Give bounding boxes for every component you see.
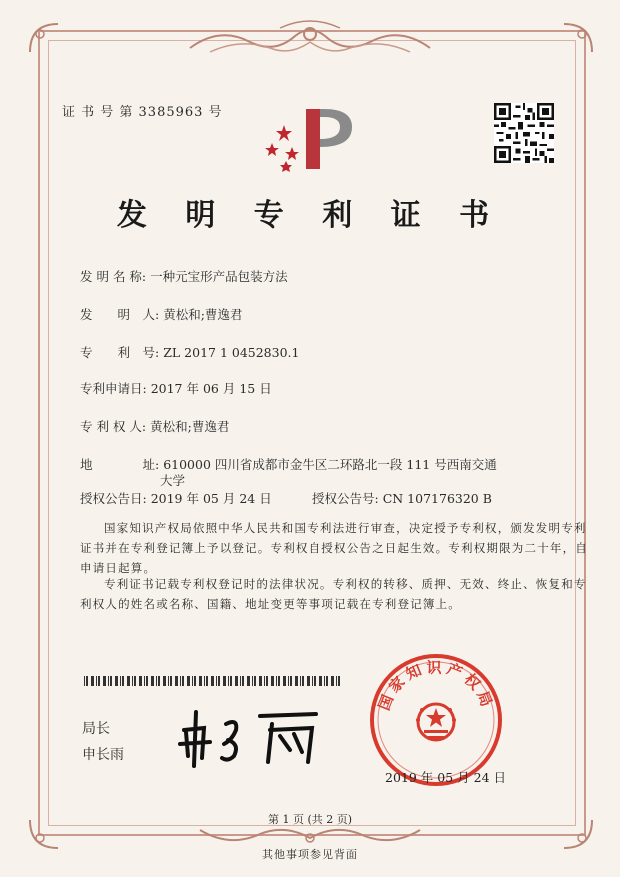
corner-ornament bbox=[560, 20, 596, 56]
page-number: 第 1 页 (共 2 页) bbox=[267, 813, 353, 826]
field-invention-name bbox=[80, 268, 288, 286]
paragraph-line: 利权人的姓名或名称、国籍、地址变更等事项记载在专利登记簿上。 bbox=[80, 597, 461, 611]
handwritten-signature bbox=[176, 700, 326, 770]
paragraph-line: 国家知识产权局依照中华人民共和国专利法进行审查，决定授予专利权，颁发发明专利 bbox=[104, 521, 587, 535]
certificate-title: 发 明 专 利 证 书 bbox=[116, 198, 504, 233]
field-value: ZL 2017 1 0452830.1 bbox=[163, 345, 300, 360]
director-title: 局长 bbox=[82, 721, 110, 737]
field-filing-date bbox=[80, 380, 272, 398]
field-inventors bbox=[80, 306, 242, 324]
field-label: 专利申请日: bbox=[80, 381, 147, 396]
patent-office-logo bbox=[262, 103, 358, 175]
paragraph-grant-statement bbox=[80, 518, 588, 578]
field-value: CN 107176320 B bbox=[382, 491, 492, 506]
seal-date: 2019 年 05 月 24 日 bbox=[385, 770, 506, 785]
qr-code bbox=[494, 103, 554, 163]
field-value: 610000 四川省成都市金牛区二环路北一段 111 号西南交通 bbox=[163, 457, 497, 472]
field-address bbox=[80, 456, 497, 474]
field-label: 专 利 号: bbox=[80, 345, 160, 360]
paragraph-line: 专利证书记载专利权登记时的法律状况。专利权的转移、质押、无效、终止、恢复和专 bbox=[104, 577, 587, 591]
field-grant-date bbox=[80, 490, 272, 508]
director-name: 申长雨 bbox=[82, 747, 124, 763]
field-grant-number bbox=[312, 490, 492, 508]
field-value: 2019 年 05 月 24 日 bbox=[150, 491, 272, 506]
field-value: 黄松和;曹逸君 bbox=[163, 307, 243, 322]
field-value: 黄松和;曹逸君 bbox=[150, 419, 230, 434]
field-label: 发 明 人: bbox=[80, 307, 160, 322]
corner-ornament bbox=[26, 20, 62, 56]
field-label: 发 明 名 称: bbox=[80, 269, 147, 284]
footer-note: 其他事项参见背面 bbox=[262, 848, 358, 861]
field-label: 授权公告号: bbox=[312, 491, 379, 506]
field-address-line2: 大学 bbox=[160, 473, 186, 488]
field-value: 2017 年 06 月 15 日 bbox=[150, 381, 272, 396]
field-patent-number bbox=[80, 344, 299, 362]
barcode bbox=[84, 676, 344, 686]
paragraph-legal-status bbox=[80, 574, 587, 614]
paragraph-line: 证书并在专利登记簿上予以登记。专利权自授权公告之日起生效。专利权期限为二十年，自 bbox=[80, 541, 588, 555]
field-value: 一种元宝形产品包装方法 bbox=[150, 269, 288, 284]
field-patentee bbox=[80, 418, 229, 436]
certificate-number: 证 书 号 第 3385963 号 bbox=[62, 105, 223, 120]
field-label: 专 利 权 人: bbox=[80, 419, 147, 434]
svg-text:国家知识产权局: 国家知识产权局 bbox=[374, 658, 498, 713]
field-label: 授权公告日: bbox=[80, 491, 147, 506]
top-ornament bbox=[180, 18, 440, 66]
paragraph-line: 申请日起算。 bbox=[80, 561, 157, 575]
field-label: 地 址: bbox=[80, 457, 160, 472]
